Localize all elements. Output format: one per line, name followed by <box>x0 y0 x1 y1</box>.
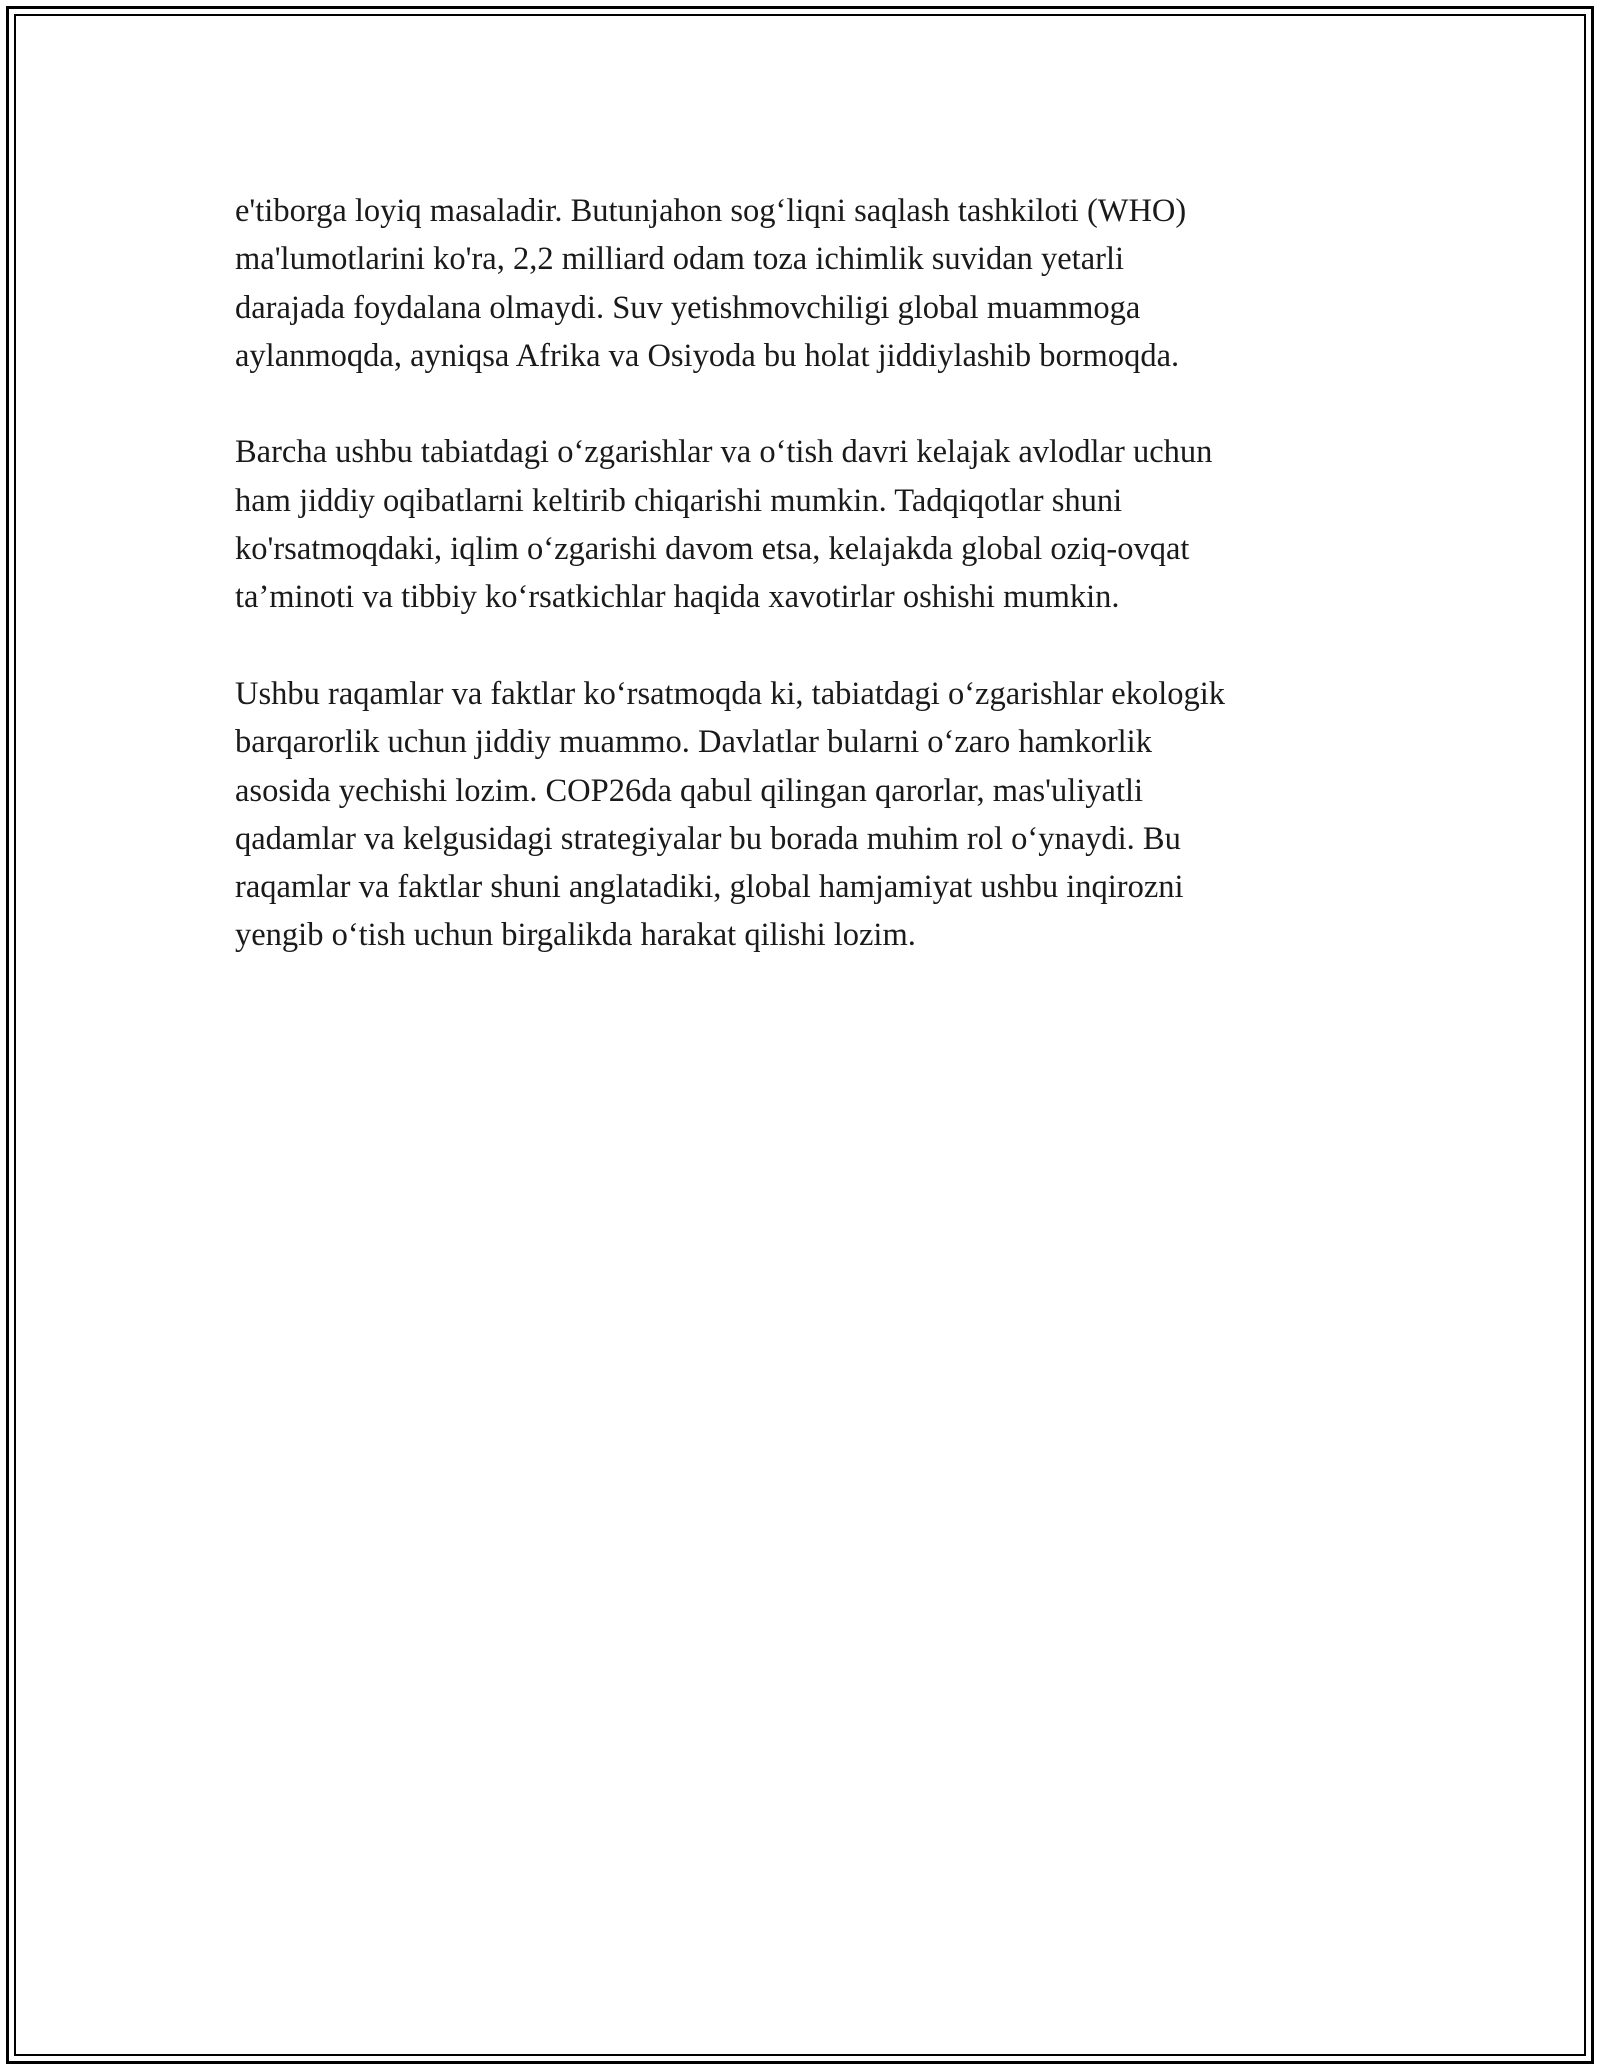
text-line: Ushbu raqamlar va faktlar ko‘rsatmoqda ki, tabiatdagi o‘zgarishlar ekologik <box>235 675 1226 712</box>
text-line: qadamlar va kelgusidagi strategiyalar bu borada muhim rol o‘ynaydi. Bu <box>235 820 1181 857</box>
text-line: ta’minoti va tibbiy ko‘rsatkichlar haqida xavotirlar oshishi mumkin. <box>235 579 1120 616</box>
text-line: raqamlar va faktlar shuni anglatadiki, global hamjamiyat ushbu inqirozni <box>235 869 1184 906</box>
text-line: yengib o‘tish uchun birgalikda harakat qilishi lozim. <box>235 917 916 954</box>
text-line: darajada foydalana olmaydi. Suv yetishmovchiligi global muammoga <box>235 289 1141 326</box>
text-line: ham jiddiy oqibatlarni keltirib chiqarishi mumkin. Tadqiqotlar shuni <box>235 482 1123 519</box>
text-line: aylanmoqda, ayniqsa Afrika va Osiyoda bu holat jiddiylashib bormoqda. <box>235 337 1180 374</box>
text-line: Barcha ushbu tabiatdagi o‘zgarishlar va o‘tish davri kelajak avlodlar uchun <box>235 434 1213 471</box>
paragraph-1 <box>235 187 1365 380</box>
text-line: e'tiborga loyiq masaladir. Butunjahon sog‘liqni saqlash tashkiloti (WHO) <box>235 193 1187 229</box>
document-body <box>235 187 1365 1008</box>
text-line: barqarorlik uchun jiddiy muammo. Davlatlar bularni o‘zaro hamkorlik <box>235 724 1152 761</box>
paragraph-2 <box>235 428 1365 621</box>
text-line: asosida yechishi lozim. COP26da qabul qilingan qarorlar, mas'uliyatli <box>235 772 1144 809</box>
text-line: ma'lumotlarini ko'ra, 2,2 milliard odam toza ichimlik suvidan yetarli <box>235 241 1125 278</box>
paragraph-3 <box>235 670 1365 960</box>
text-line: ko'rsatmoqdaki, iqlim o‘zgarishi davom etsa, kelajakda global oziq-ovqat <box>235 531 1190 568</box>
